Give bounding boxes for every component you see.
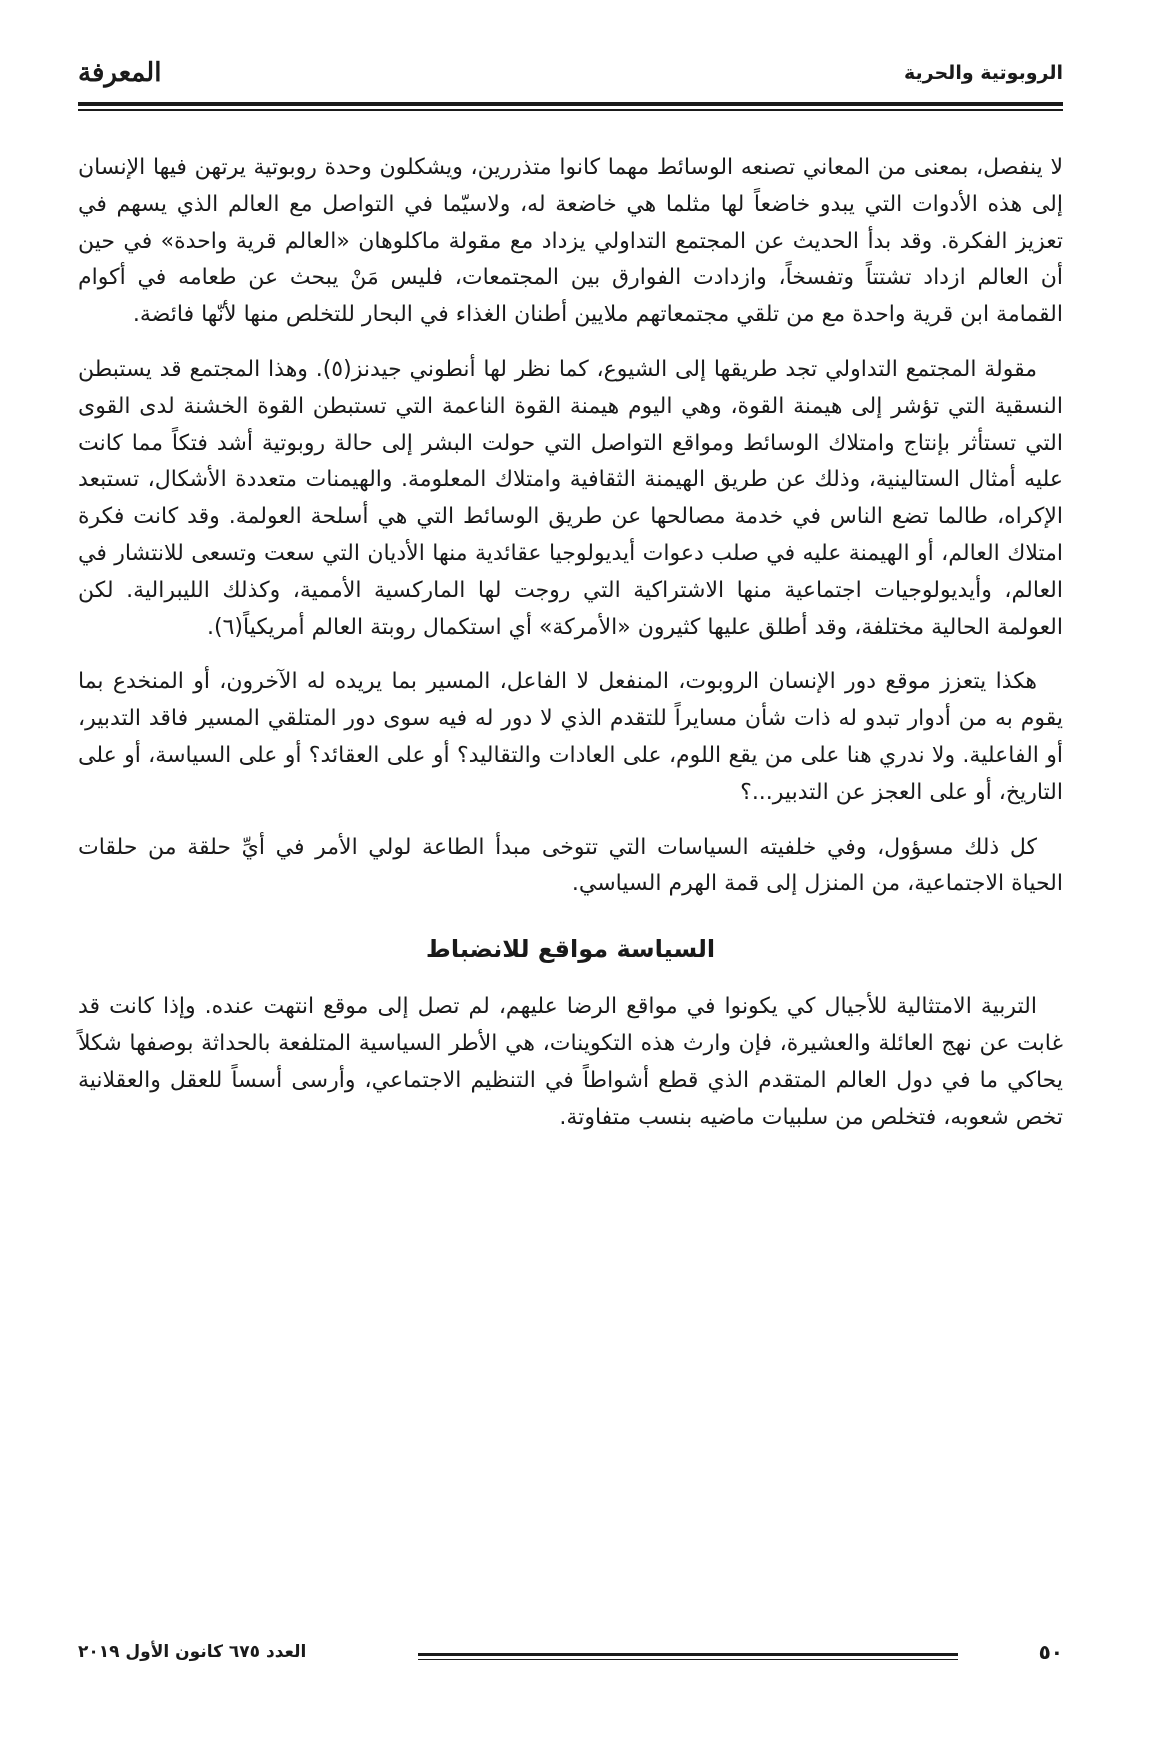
article-body: [78, 150, 1063, 1154]
paragraph-2: مقولة المجتمع التداولي تجد طريقها إلى الشيوع، كما نظر لها أنطوني جيدنز(٥). وهذا المجتمع قد يستبطن النسقية التي تؤشر إلى هيمنة القوة، وهي اليوم هيمنة القوة الناعمة التي تستبطن القوة الخشنة لدى القوى التي تستأثر بإنتاج وامتلاك الوسائط ومواقع التواصل التي حولت البشر إلى حالة روبوتية أشد فتكاً مما كانت عليه أمثال الستالينية، وذلك عن طريق الهيمنة الثقافية وامتلاك المعلومة. والهيمنات متعددة الأشكال، تستبعد الإكراه، طالما تضع الناس في خدمة مصالحها عن طريق الوسائط التي هي أسلحة العولمة. وقد كانت فكرة امتلاك العالم، أو الهيمنة عليه في صلب دعوات أيديولوجيا عقائدية منها الأديان التي سعت وتسعى للانتشار في العالم، وأيديولوجيات اجتماعية منها الاشتراكية التي روجت لها الماركسية الأممية، وكذلك الليبرالية. لكن العولمة الحالية مختلفة، وقد أطلق عليها كثيرون «الأمركة» أي استكمال روبتة العالم أمريكياً(٦).: [78, 356, 1063, 640]
section-paragraph: التربية الامتثالية للأجيال كي يكونوا في مواقع الرضا عليهم، لم تصل إلى موقع انتهت عنده. وإذا كانت قد غابت عن نهج العائلة والعشيرة، فإن وارث هذه التكوينات، هي الأطر السياسية المتلفعة بالحداثة بوصفها شكلاً يحاكي ما في دول العالم المتقدم الذي قطع أشواطاً في التنظيم الاجتماعي، وأرسى أسساً للعقل والعقلانية تخص شعوبه، فتخلص من سلبيات ماضيه بنسب متفاوتة.: [78, 994, 1063, 1130]
page-header: [78, 58, 1063, 98]
paragraph-4: كل ذلك مسؤول، وفي خلفيته السياسات التي تتوخى مبدأ الطاعة لولي الأمر في أيِّ حلقة من حلقات الحياة الاجتماعية، من المنزل إلى قمة الهرم السياسي.: [78, 834, 1063, 897]
page-number: ٥٠: [1038, 1640, 1063, 1664]
journal-logo: المعرفة: [78, 58, 162, 88]
header-divider: [78, 102, 1063, 106]
footer-divider: [418, 1653, 958, 1656]
issue-label: العدد ٦٧٥ كانون الأول ٢٠١٩: [78, 1642, 307, 1662]
section-heading: السياسة مواقع للانضباط: [425, 935, 716, 964]
header-divider-thin: [78, 109, 1063, 111]
page-footer: [78, 1640, 1063, 1670]
paragraph-1: لا ينفصل، بمعنى من المعاني تصنعه الوسائط مهما كانوا متذررين، ويشكلون وحدة روبوتية يرتهن فيها الإنسان إلى هذه الأدوات التي يبدو خاضعاً لها مثلما هي خاضعة له، ولاسيّما في التواصل مع العالم الذي يسهم في تعزيز الفكرة. وقد بدأ الحديث عن المجتمع التداولي يزداد مع مقولة ماكلوهان «العالم قرية واحدة» في حين أن العالم ازداد تشتتاً وتفسخاً، وازدادت الفوارق بين المجتمعات، فليس مَنْ يبحث عن طعامه في أكوام القمامة ابن قرية واحدة مع من تلقي مجتمعاتهم ملايين أطنان الغذاء في البحار للتخلص منها لأنّها فائضة.: [78, 155, 1063, 328]
running-title: الروبوتية والحرية: [904, 62, 1063, 84]
paragraph-3: هكذا يتعزز موقع دور الإنسان الروبوت، المنفعل لا الفاعل، المسير بما يريده له الآخرون، أو المنخدع بما يقوم به من أدوار تبدو له ذات شأن مسايراً للتقدم الذي لا دور له فيه سوى دور المتلقي المسير فاقد التدبير، أو الفاعلية. ولا ندري هنا على من يقع اللوم، على العادات والتقاليد؟ أو على العقائد؟ أو على السياسة، أو على التاريخ، أو على العجز عن التدبير...؟: [78, 669, 1063, 805]
footer-divider-thin: [418, 1659, 958, 1660]
